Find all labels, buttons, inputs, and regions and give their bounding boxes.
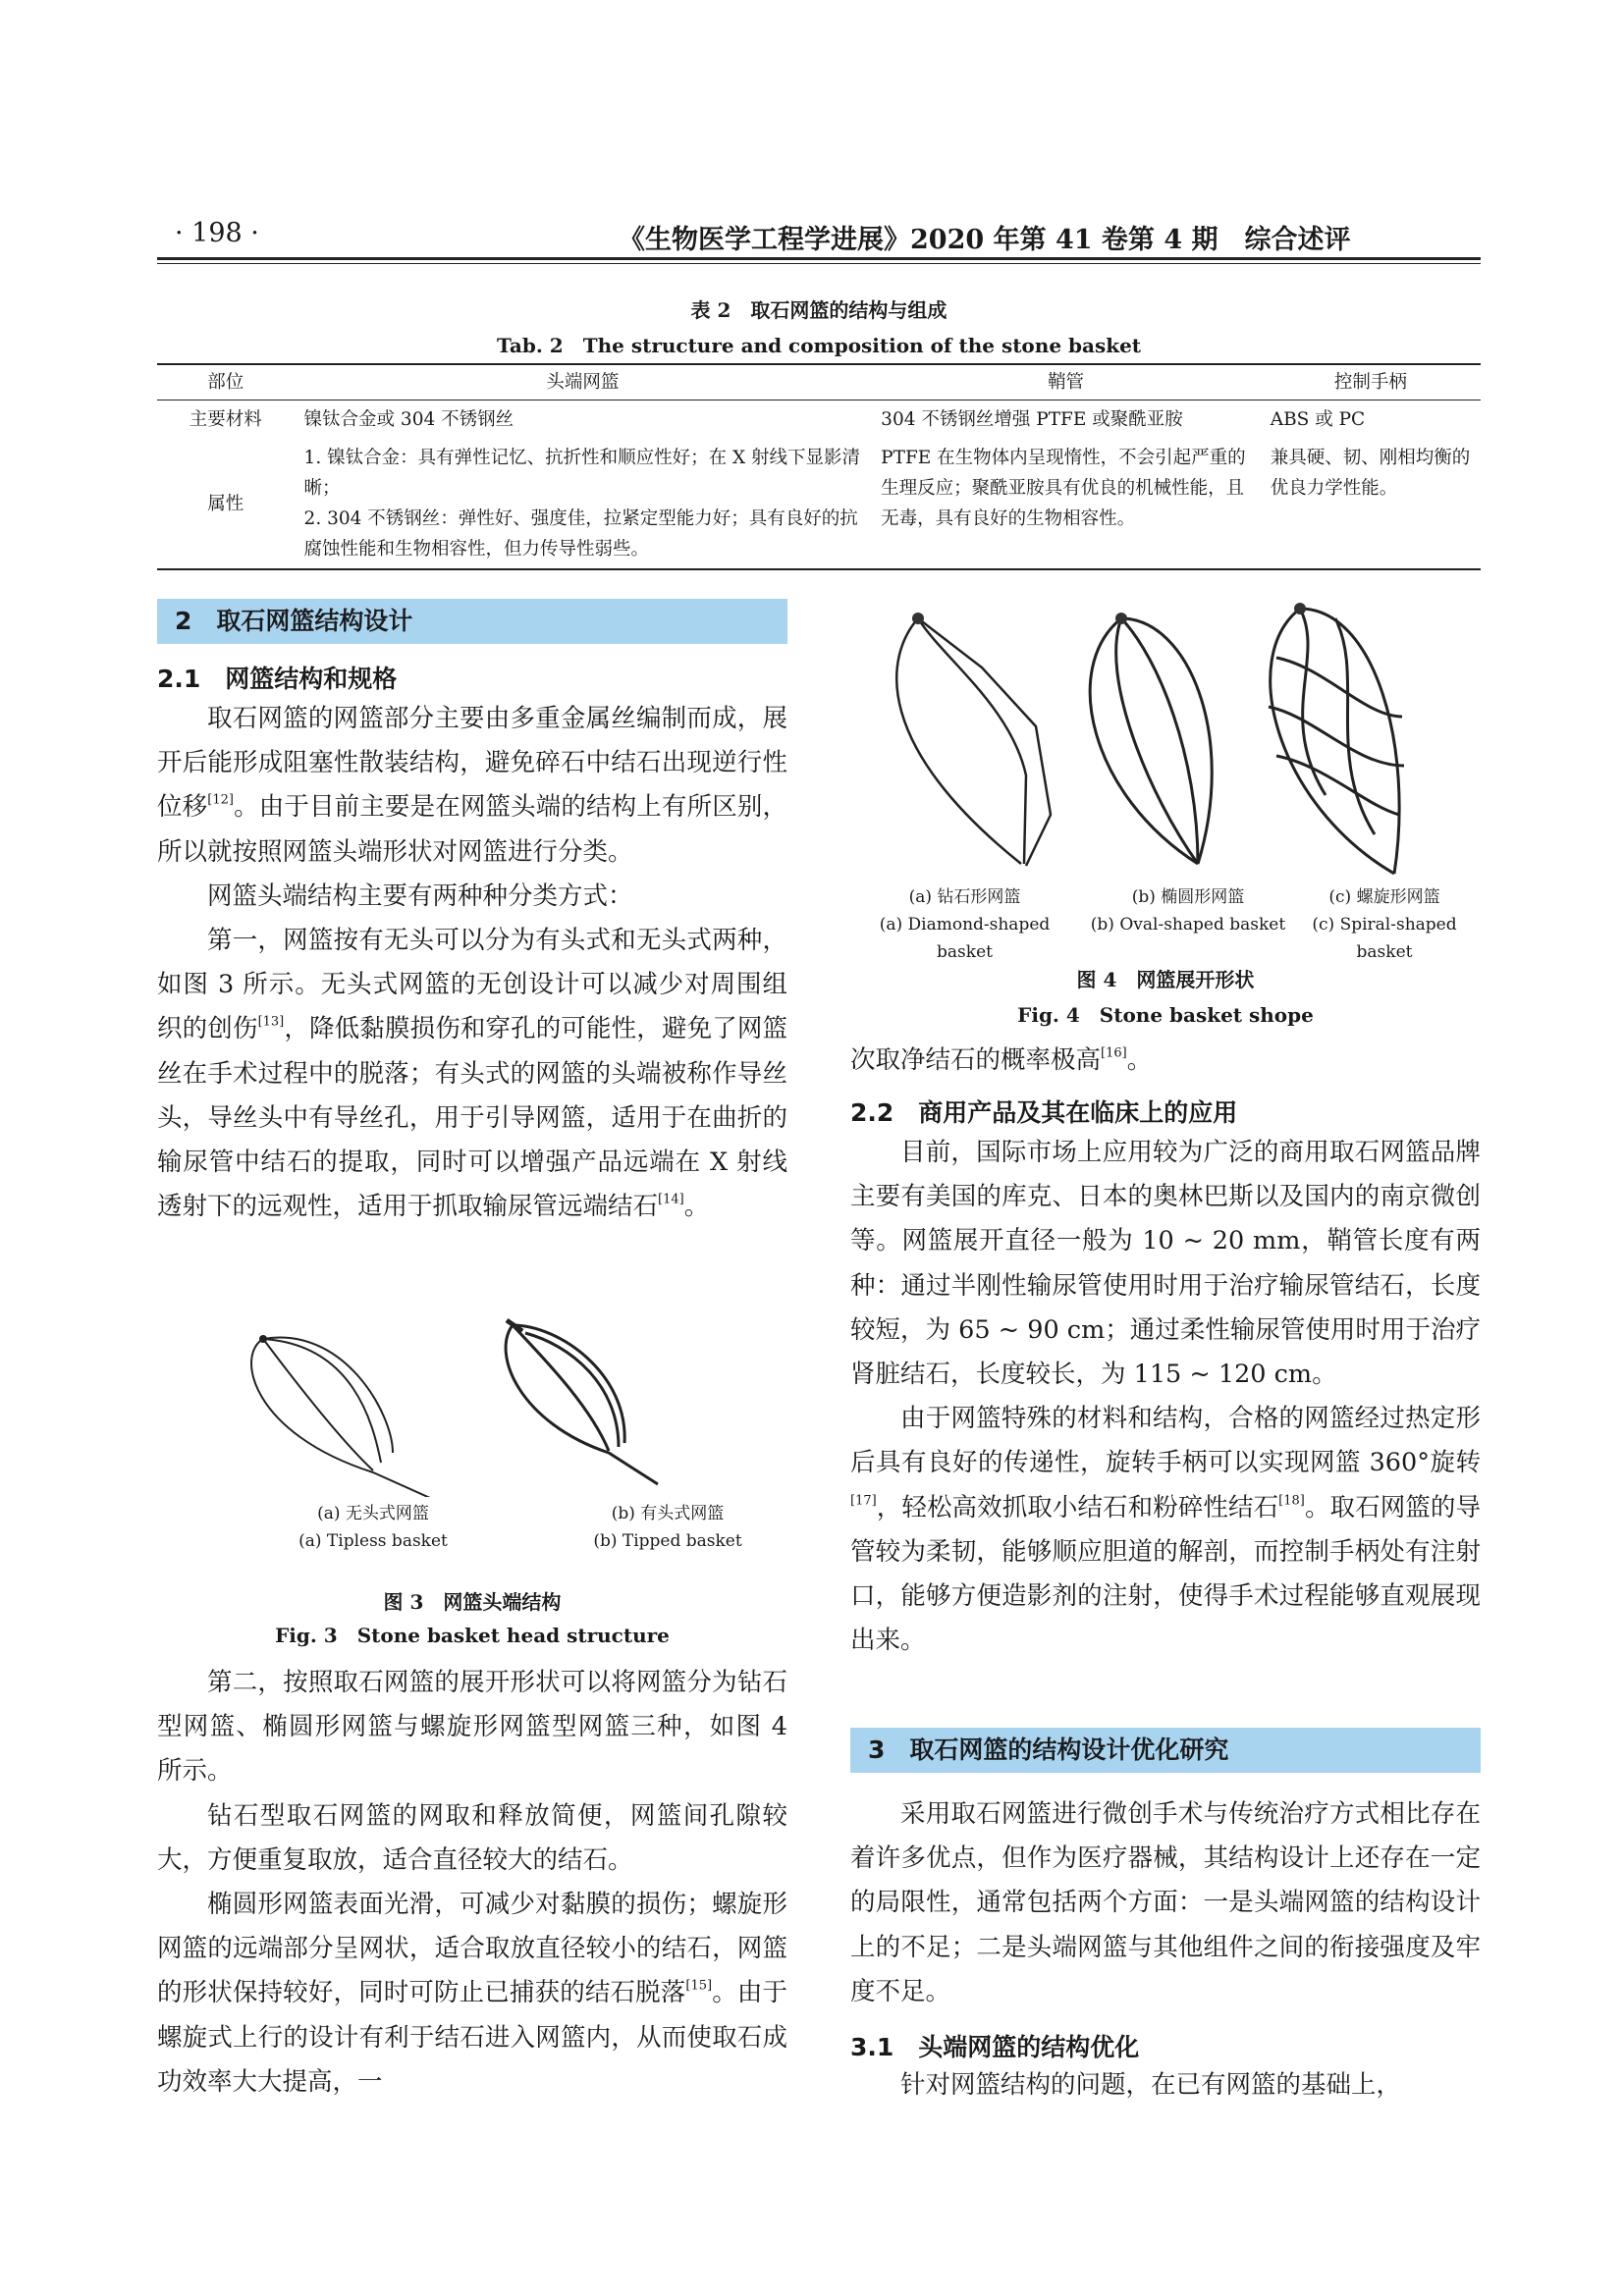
row-label: 属性 [157,439,295,569]
fig3-label-b: (b) 有头式网篮 (b) Tipped basket [593,1504,742,1551]
col-header: 鞘管 [871,364,1261,400]
paragraph: 第一，网篮按有无头可以分为有头式和无头式两种，如图 3 所示。无头式网篮的无创设计可以减少对周围组织的创伤[13]，降低黏膜损伤和穿孔的可能性，避免了网篮丝在手术过程中的脱落；有头式的网篮的头端被称作导丝头，导丝头中有导丝孔，用于引导网篮，适用于在曲折的输尿管中结石的提取，同时可以增强产品远端在 X 射线透射下的远观性，适用于抓取输尿管远端结石[14]。 [157,926,787,1222]
col-header: 部位 [157,364,295,400]
structure-table [157,363,1481,570]
citation: [18] [1278,1492,1305,1508]
oval-basket-drawing [1090,613,1212,864]
table-cell: 兼具硬、韧、刚相均衡的优良力学性能。 [1261,439,1481,569]
col-header: 控制手柄 [1261,364,1481,400]
diamond-basket-drawing [896,613,1051,866]
right-text-block-3 [850,2063,1481,2108]
fig4-label-a: (a) 钻石形网篮 (a) Diamond-shaped basket [879,887,1051,962]
paragraph: 钻石型取石网篮的网取和释放简便，网篮间孔隙较大，方便重复取放，适合直径较大的结石。 [157,1800,787,1875]
fig3-caption-cn: 图 3 网篮头端结构 [383,1590,562,1614]
paragraph: 椭圆形网篮表面光滑，可减少对黏膜的损伤；螺旋形网篮的远端部分呈网状，适合取放直径较小的结石，网篮的形状保持较好，同时可防止已捕获的结石脱落[15]。由于螺旋式上行的设计有利于结石进入网篮内，从而使取石成功效率大大提高，一 [157,1890,787,2097]
paragraph: 次取净结石的概率极高[16]。 [850,1045,1153,1075]
figure-3-drawing [196,1315,746,1497]
right-text-continuation [850,1039,1481,1083]
fig4-label-c: (c) 螺旋形网篮 (c) Spiral-shaped basket [1312,887,1457,962]
section-2-heading: 2 取石网篮结构设计 [157,599,787,644]
running-header [157,210,1481,253]
citation: [16] [1101,1045,1127,1061]
paragraph: 针对网篮结构的问题，在已有网篮的基础上， [900,2070,1402,2100]
table-cell: 304 不锈钢丝增强 PTFE 或聚酰亚胺 [881,409,1183,430]
subsection-2-2-heading: 2.2 商用产品及其在临床上的应用 [850,1098,1238,1127]
citation: [15] [685,1978,713,1994]
table-caption-cn: 表 2 取石网篮的结构与组成 [690,298,947,322]
paragraph: 网篮头端结构主要有两种种分类方式： [207,881,633,911]
paragraph: 采用取石网篮进行微创手术与传统治疗方式相比存在着许多优点，但作为医疗器械，其结构设计上还存在一定的局限性，通常包括两个方面：一是头端网篮的结构设计上的不足；二是头端网篮与其他组件之间的衔接强度及牢度不足。 [850,1799,1481,2006]
journal-title: 《生物医学工程学进展》2020 年第 41 卷第 4 期 综合述评 [619,225,1351,255]
citation: [14] [658,1192,684,1207]
citation: [13] [257,1014,285,1030]
fig4-caption-cn: 图 4 网篮展开形状 [1076,968,1255,991]
fig3-label-a: (a) 无头式网篮 (a) Tipless basket [298,1504,448,1551]
left-text-block-1 [157,697,787,1229]
page-number: · 198 · [175,218,259,248]
header-rule [157,257,1481,260]
table-header-row [157,364,1481,400]
col-header: 头端网篮 [295,364,872,400]
right-text-block-1 [850,1131,1481,1663]
citation: [17] [850,1492,877,1508]
paragraph: 由于网篮特殊的材料和结构，合格的网篮经过热定形后具有良好的传递性，旋转手柄可以实现网篮 360°旋转[17]，轻松高效抓取小结石和粉碎性结石[18]。取石网篮的导管较为柔韧，能够顺应胆道的解剖，而控制手柄处有注射口，能够方便造影剂的注射，使得手术过程能够直观展现出来。 [850,1404,1481,1656]
fig4-caption-en: Fig. 4 Stone basket shope [1017,1003,1314,1027]
right-text-block-2 [850,1792,1481,2014]
paragraph: 第二，按照取石网篮的展开形状可以将网篮分为钻石型网篮、椭圆形网篮与螺旋形网篮型网篮三种，如图 4 所示。 [157,1668,787,1787]
paragraph: 目前，国际市场上应用较为广泛的商用取石网篮品牌主要有美国的库克、日本的奥林巴斯以及国内的南京微创等。网篮展开直径一般为 10 ~ 20 mm，鞘管长度有两种：通过半刚性输尿管使用时用于治疗输尿管结石，长度较短，为 65 ~ 90 cm；通过柔性输尿管使用时用于治疗肾脏结石，长度较长，为 115 ~ 120 cm。 [850,1138,1481,1390]
table-cell: 1. 镍钛合金：具有弹性记忆、抗折性和顺应性好；在 X 射线下显影清晰； 2. 304 不锈钢丝：弹性好、强度佳，拉紧定型能力好；具有良好的抗腐蚀性能和生物相容性，但力传导性弱些。 [295,439,872,569]
table-cell: 镍钛合金或 304 不锈钢丝 [303,409,514,430]
row-label: 主要材料 [189,409,262,430]
spiral-basket-drawing [1269,603,1404,874]
section-3-heading: 3 取石网篮的结构设计优化研究 [850,1728,1481,1773]
subsection-2-1-heading: 2.1 网篮结构和规格 [157,665,398,693]
tipped-basket-drawing [506,1320,658,1484]
header-rule-thin [157,263,1481,264]
table-cell: PTFE 在生物体内呈现惰性，不会引起严重的生理反应；聚酰亚胺具有优良的机械性能，且无毒，具有良好的生物相容性。 [871,439,1261,569]
fig4-label-b: (b) 椭圆形网篮 (b) Oval-shaped basket [1090,887,1286,934]
table-row [157,400,1481,440]
table-row [157,439,1481,569]
left-text-block-2 [157,1661,787,2105]
subsection-3-1-heading: 3.1 头端网篮的结构优化 [850,2033,1140,2061]
citation: [12] [207,792,234,808]
fig3-caption-en: Fig. 3 Stone basket head structure [275,1624,670,1647]
tipless-basket-drawing [251,1335,430,1497]
table-caption-en: Tab. 2 The structure and composition of the stone basket [496,334,1142,357]
paragraph: 取石网篮的网篮部分主要由多重金属丝编制而成，展开后能形成阻塞性散装结构，避免碎石中结石出现逆行性位移[12]。由于目前主要是在网篮头端的结构上有所区别，所以就按照网篮头端形状对网篮进行分类。 [157,704,787,867]
table-cell: ABS 或 PC [1270,409,1366,430]
figure-4-drawing [864,599,1492,883]
